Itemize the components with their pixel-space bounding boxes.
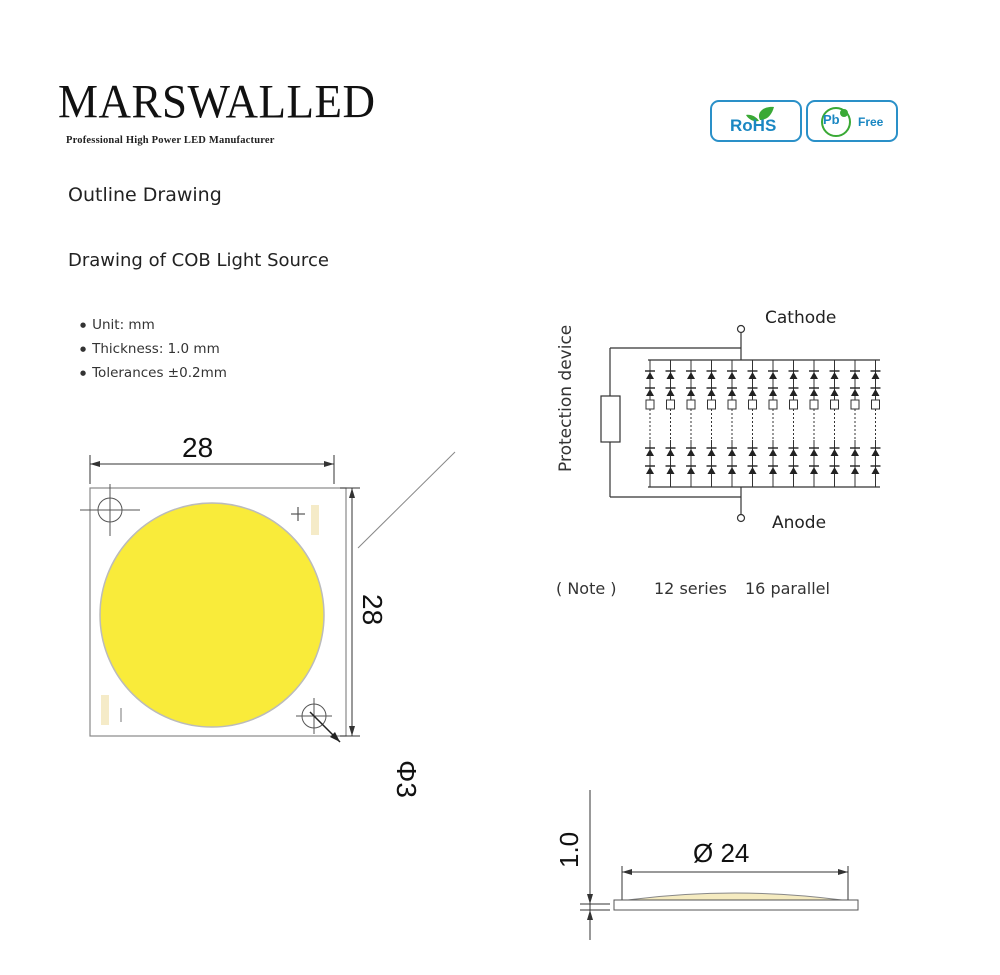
phosphor-dome	[628, 893, 842, 900]
cathode-label: Cathode	[765, 308, 837, 328]
pb-label: Pb	[823, 112, 840, 127]
rohs-label: RoHS	[730, 116, 777, 135]
free-label: Free	[858, 115, 884, 129]
cob-drawing-title: Drawing of COB Light Source	[68, 250, 329, 271]
spec-tolerance: ● Tolerances ±0.2mm	[80, 365, 227, 381]
spec-thickness: ● Thickness: 1.0 mm	[80, 341, 220, 357]
height-label: 28	[357, 594, 388, 626]
hole-diameter-label: Φ3	[391, 760, 422, 798]
spec-unit: ● Unit: mm	[80, 317, 155, 333]
width-label: 28	[182, 432, 214, 463]
protection-device-label: Protection device	[556, 324, 576, 472]
thickness-label: 1.0	[554, 831, 584, 868]
substrate-side	[614, 900, 858, 910]
brand-tagline: Professional High Power LED Manufacturer	[66, 135, 275, 146]
parallel-count: 16 parallel	[745, 579, 830, 598]
anode-label: Anode	[772, 513, 827, 533]
note-label: ( Note )	[556, 579, 617, 598]
series-count: 12 series	[654, 579, 727, 598]
brand-logo: MARSWALLED	[58, 75, 376, 129]
diameter-label: Ø 24	[693, 838, 750, 868]
outline-drawing-title: Outline Drawing	[68, 184, 222, 206]
